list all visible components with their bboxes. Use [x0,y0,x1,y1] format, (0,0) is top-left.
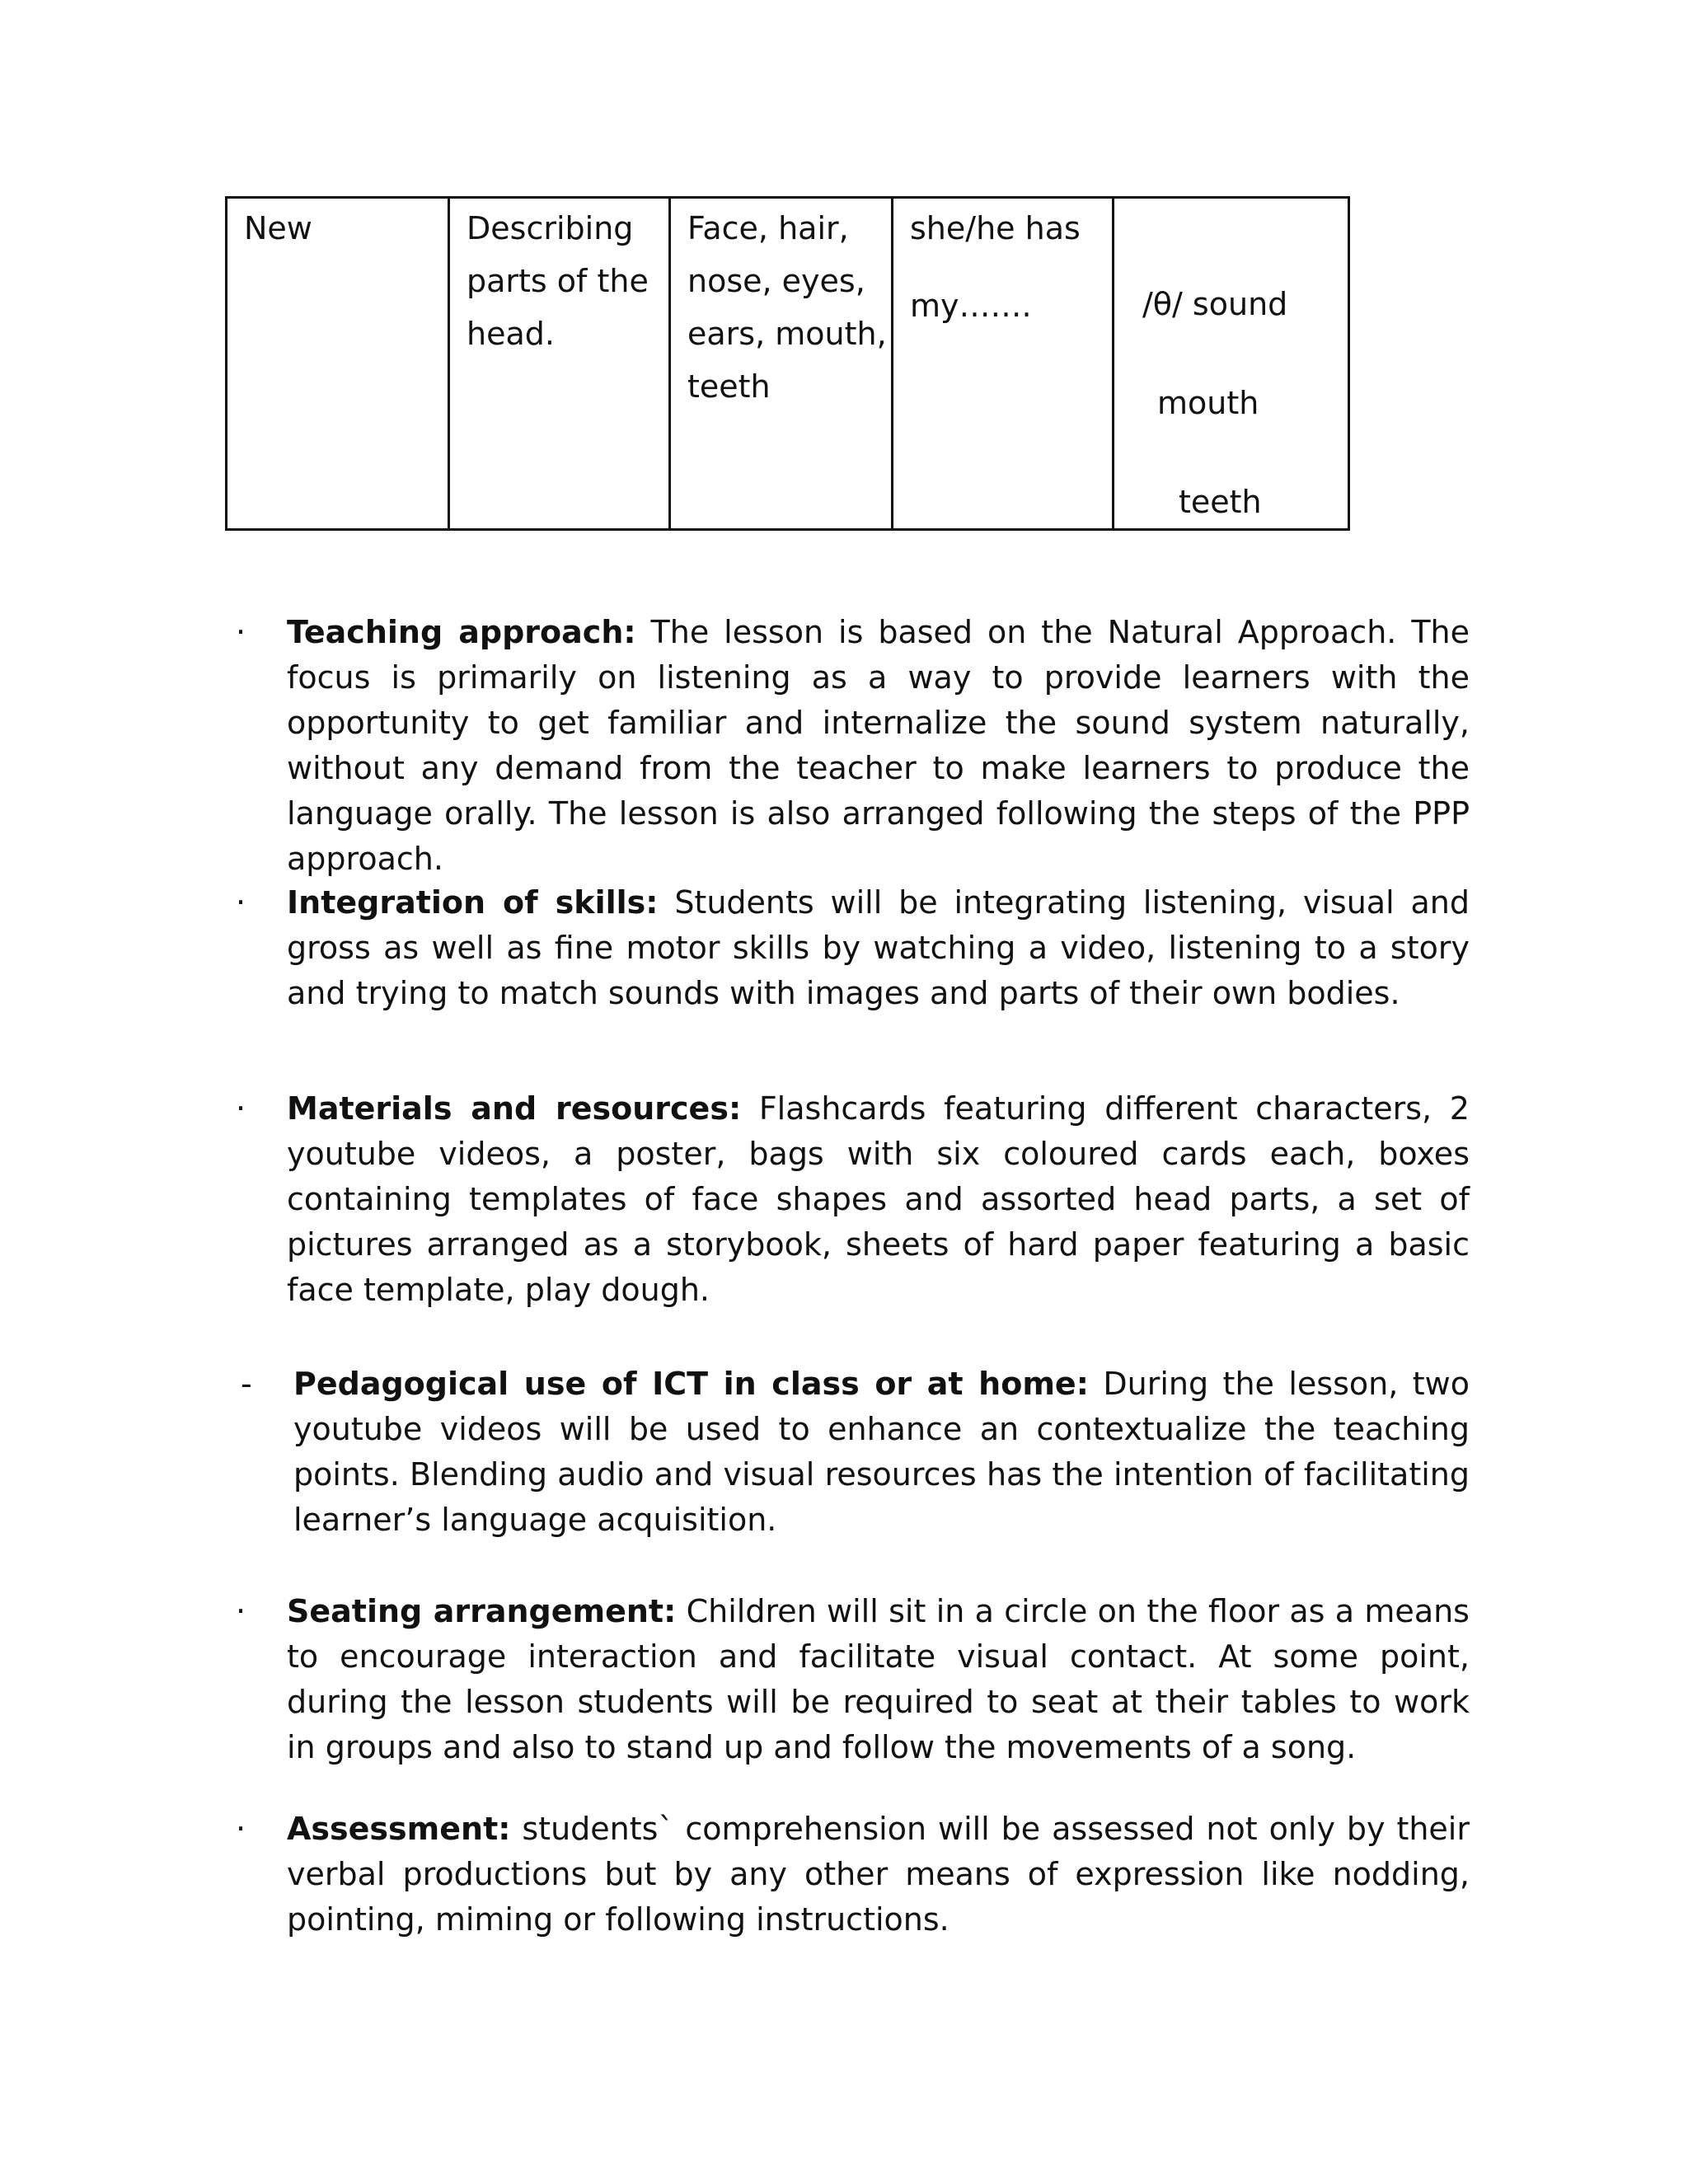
list-item-pedagogical-use-of-ict [241,1361,1470,1543]
list-item-text [293,1361,1470,1543]
table-cell-line: /θ/ sound [1142,286,1288,322]
table-cell-line: nose, eyes, [687,263,865,299]
table-cell-line: New [244,210,312,246]
list-item-body: Flashcards featuring different characters, 2 youtube videos, a poster, bags with six coloured cards each, boxes containing templates of face shapes and assorted head parts, a set of pictures arranged as a storybook, sheets of hard paper featuring a basic face template, play dough. [287,1090,1470,1308]
list-item-teaching-approach [236,610,1470,882]
table-cell-line: teeth [1179,484,1262,520]
list-item-heading: Pedagogical use of ICT in class or at home: [293,1366,1089,1402]
list-item-heading: Materials and resources: [287,1090,742,1127]
list-item-heading: Seating arrangement: [287,1593,677,1629]
bullet-marker: · [236,1090,246,1127]
lesson-content-table [225,196,1350,531]
list-item-assessment [236,1807,1470,1943]
list-item-heading: Teaching approach: [287,614,636,650]
table-cell-function [449,198,670,530]
list-item-body: Children will sit in a circle on the floor as a means to encourage interaction and facilitate visual contact. At some point, during the lesson students will be required to seat at their tables to work in groups and also to stand up and follow the movements of a song. [287,1593,1470,1765]
table-cell-line: ears, mouth, [687,316,887,352]
list-item-materials-and-resources [236,1086,1470,1313]
table-cell-line: head. [467,316,555,352]
list-item-integration-of-skills [236,880,1470,1016]
table-cell-vocabulary [670,198,893,530]
table-cell-line: Describing [467,210,634,246]
list-item-body: The lesson is based on the Natural Approach. The focus is primarily on listening as a way to provide learners with the opportunity to get familiar and internalize the sound system naturally, without any demand from the teacher to make learners to produce the language orally. The lesson is also arranged following the steps of the PPP approach. [287,614,1470,877]
list-item-text [287,1086,1470,1313]
table-cell-line: mouth [1157,385,1259,421]
list-item-seating-arrangement [236,1589,1470,1770]
table-cell-phonology [1114,198,1349,530]
table-cell-structure [893,198,1114,530]
table-cell-line: Face, hair, [687,210,849,246]
list-item-heading: Integration of skills: [287,884,659,921]
dash-marker: - [241,1366,252,1402]
bullet-marker: · [236,614,246,650]
table-cell-line: teeth [687,368,771,405]
list-item-body: students` comprehension will be assessed not only by their verbal productions but by any other means of expression like nodding, pointing, miming or following instructions. [287,1811,1470,1938]
list-item-text [287,610,1470,882]
bullet-marker: · [236,1593,246,1629]
bullet-marker: · [236,1811,246,1847]
table-cell-lesson-type [227,198,449,530]
table-cell-line: my……. [910,288,1032,324]
bullet-marker: · [236,884,246,921]
list-item-heading: Assessment: [287,1811,511,1847]
list-item-body: Students will be integrating listening, visual and gross as well as fine motor skills by watching a video, listening to a story and trying to match sounds with images and parts of their own bodies. [287,884,1470,1011]
table-cell-line: she/he has [910,210,1081,246]
list-item-text [287,1807,1470,1943]
table-row [227,198,1349,530]
table-cell-line: parts of the [467,263,649,299]
list-item-body: During the lesson, two youtube videos will be used to enhance an contextualize the teaching points. Blending audio and visual resources has the intention of facilitating learner’s language acquisition. [293,1366,1470,1538]
list-item-text [287,880,1470,1016]
list-item-text [287,1589,1470,1770]
